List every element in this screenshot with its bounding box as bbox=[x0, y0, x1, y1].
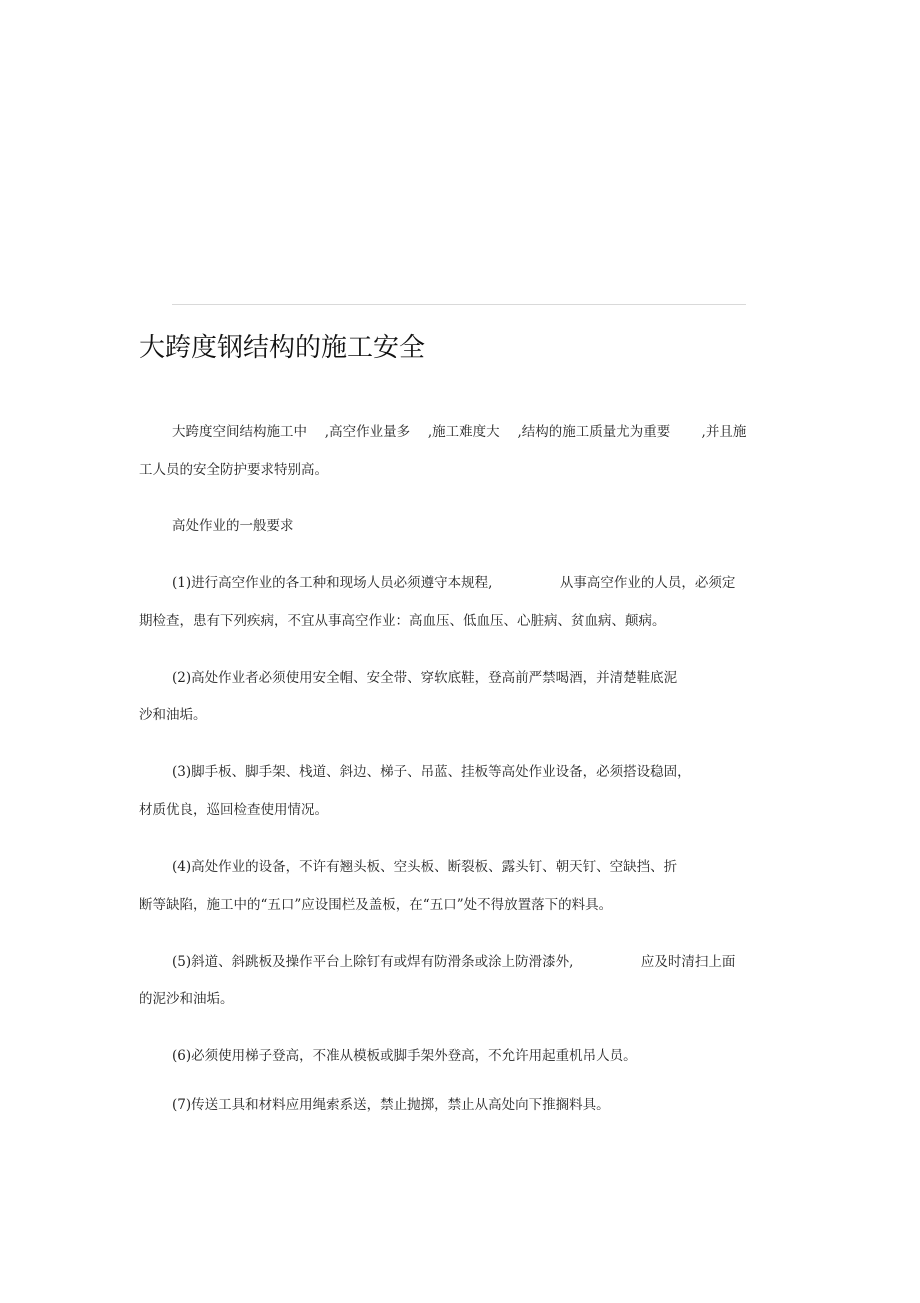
item-line: 沙和油垢。 bbox=[139, 707, 207, 723]
item-line: 断等缺陷，施工中的“五口”应设围栏及盖板，在“五口”处不得放置落下的料具。 bbox=[139, 897, 613, 913]
intro-line: 工人员的安全防护要求特别高。 bbox=[139, 462, 328, 478]
item-line: 期检查，患有下列疾病，不宜从事高空作业：高血压、低血压、心脏病、贫血病、颠病。 bbox=[139, 613, 666, 629]
header-divider bbox=[172, 304, 746, 305]
item-line: (6)必须使用梯子登高，不准从模板或脚手架外登高，不允许用起重机吊人员。 bbox=[172, 1048, 637, 1064]
item-line: 的泥沙和油垢。 bbox=[139, 991, 234, 1007]
item-line: (4)高处作业的设备，不许有翘头板、空头板、断裂板、露头钉、朝天钉、空缺挡、折 bbox=[172, 859, 678, 875]
section-heading: 高处作业的一般要求 bbox=[172, 518, 294, 534]
intro-line: 大跨度空间结构施工中 ,高空作业量多 ,施工难度大 ,结构的施工质量尤为重要 ,并且施 bbox=[172, 424, 747, 440]
item-line: (2)高处作业者必须使用安全帽、安全带、穿软底鞋，登高前严禁喝酒，并清楚鞋底泥 bbox=[172, 670, 678, 686]
item-line: (3)脚手板、脚手架、栈道、斜边、梯子、吊蓝、挂板等高处作业设备，必须搭设稳固， bbox=[172, 764, 691, 780]
item-line: (7)传送工具和材料应用绳索系送，禁止抛掷，禁止从高处向下推搁料具。 bbox=[172, 1097, 610, 1113]
document-title: 大跨度钢结构的施工安全 bbox=[139, 333, 426, 363]
item-line: (1)进行高空作业的各工种和现场人员必须遵守本规程, 从事高空作业的人员，必须定 bbox=[172, 575, 736, 591]
item-line: (5)斜道、斜跳板及操作平台上除钉有或焊有防滑条或涂上防滑漆外, 应及时清扫上面 bbox=[172, 954, 736, 970]
item-line: 材质优良，巡回检查使用情况。 bbox=[139, 802, 328, 818]
